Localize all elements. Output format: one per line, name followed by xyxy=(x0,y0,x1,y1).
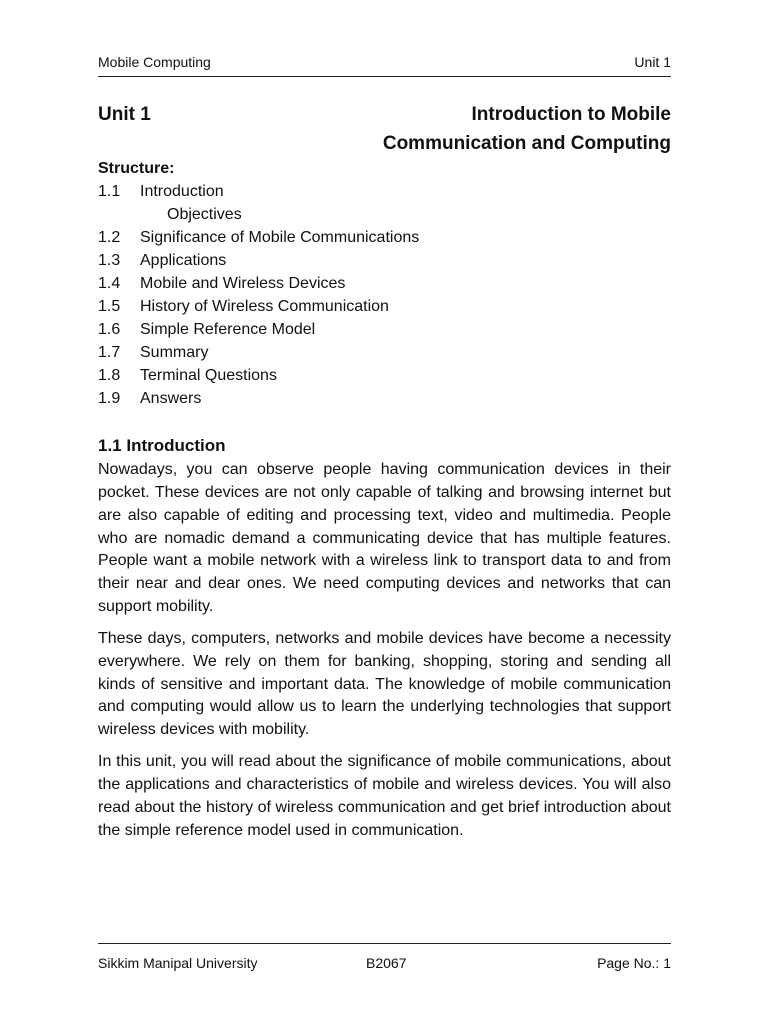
footer-page-number: Page No.: 1 xyxy=(597,955,671,971)
footer-course-code: B2067 xyxy=(366,955,407,971)
running-footer xyxy=(98,954,671,972)
toc-item xyxy=(98,341,671,364)
toc-item-label: Introduction xyxy=(140,183,224,200)
toc-item-number: 1.5 xyxy=(98,298,121,315)
header-course-name: Mobile Computing xyxy=(98,54,211,70)
toc-item-label: Summary xyxy=(140,344,209,361)
toc-item xyxy=(98,272,671,295)
toc-item-label: Applications xyxy=(140,252,227,269)
toc-item-number: 1.1 xyxy=(98,183,121,200)
section-body xyxy=(98,459,671,852)
toc-item-label: Mobile and Wireless Devices xyxy=(140,275,346,292)
toc-item xyxy=(98,364,671,387)
body-paragraph: Nowadays, you can observe people having communication devices in their pocket. These devices are not only capable of talking and browsing internet but are also capable of editing and processing text, video and multimedia. People who are nomadic demand a communicating device that has multiple features. People want a mobile network with a wireless link to transport data to and from their near and dear ones. We need computing devices and networks that can support mobility. xyxy=(98,461,671,616)
toc-item-number: 1.9 xyxy=(98,390,121,407)
footer-university: Sikkim Manipal University xyxy=(98,955,258,971)
toc-item xyxy=(98,226,671,249)
running-header xyxy=(98,53,671,71)
toc-item-label: Simple Reference Model xyxy=(140,321,316,338)
unit-heading xyxy=(311,100,671,158)
footer-rule xyxy=(98,943,671,944)
toc-item xyxy=(98,249,671,272)
toc-item-number: 1.4 xyxy=(98,275,121,292)
toc-item-number: 1.3 xyxy=(98,252,121,269)
unit-number: Unit 1 xyxy=(98,104,151,125)
header-rule xyxy=(98,76,671,77)
structure-title: Structure: xyxy=(98,160,175,177)
toc-item-label: Terminal Questions xyxy=(140,367,277,384)
toc-item-number: 1.8 xyxy=(98,367,121,384)
toc-item xyxy=(98,203,671,226)
toc-item-number: 1.7 xyxy=(98,344,121,361)
toc-item xyxy=(98,295,671,318)
toc-item-label: Objectives xyxy=(167,206,242,223)
toc-item xyxy=(98,318,671,341)
toc-item-label: History of Wireless Communication xyxy=(140,298,389,315)
header-unit-label: Unit 1 xyxy=(634,54,671,70)
structure-list xyxy=(98,157,671,410)
toc-item-label: Answers xyxy=(140,390,202,407)
toc-item-number: 1.2 xyxy=(98,229,121,246)
toc-item-number: 1.6 xyxy=(98,321,121,338)
toc-item-label: Significance of Mobile Communications xyxy=(140,229,420,246)
section-heading: 1.1 Introduction xyxy=(98,436,226,455)
unit-heading-line-1: Introduction to Mobile xyxy=(471,104,671,125)
toc-item xyxy=(98,387,671,410)
toc-item xyxy=(98,180,671,203)
unit-heading-line-2: Communication and Computing xyxy=(382,133,671,154)
document-page xyxy=(98,0,671,1024)
body-paragraph: These days, computers, networks and mobile devices have become a necessity everywhere. We rely on them for banking, shopping, storing and sending all kinds of sensitive and important data. The knowledge of mobile communication and computing would allow us to learn the underlying technologies that support wireless devices with mobility. xyxy=(98,629,671,739)
body-paragraph: In this unit, you will read about the significance of mobile communications, about the applications and characteristics of mobile and wireless devices. You will also read about the history of wireless communication and get brief introduction about the simple reference model used in communication. xyxy=(98,753,671,839)
